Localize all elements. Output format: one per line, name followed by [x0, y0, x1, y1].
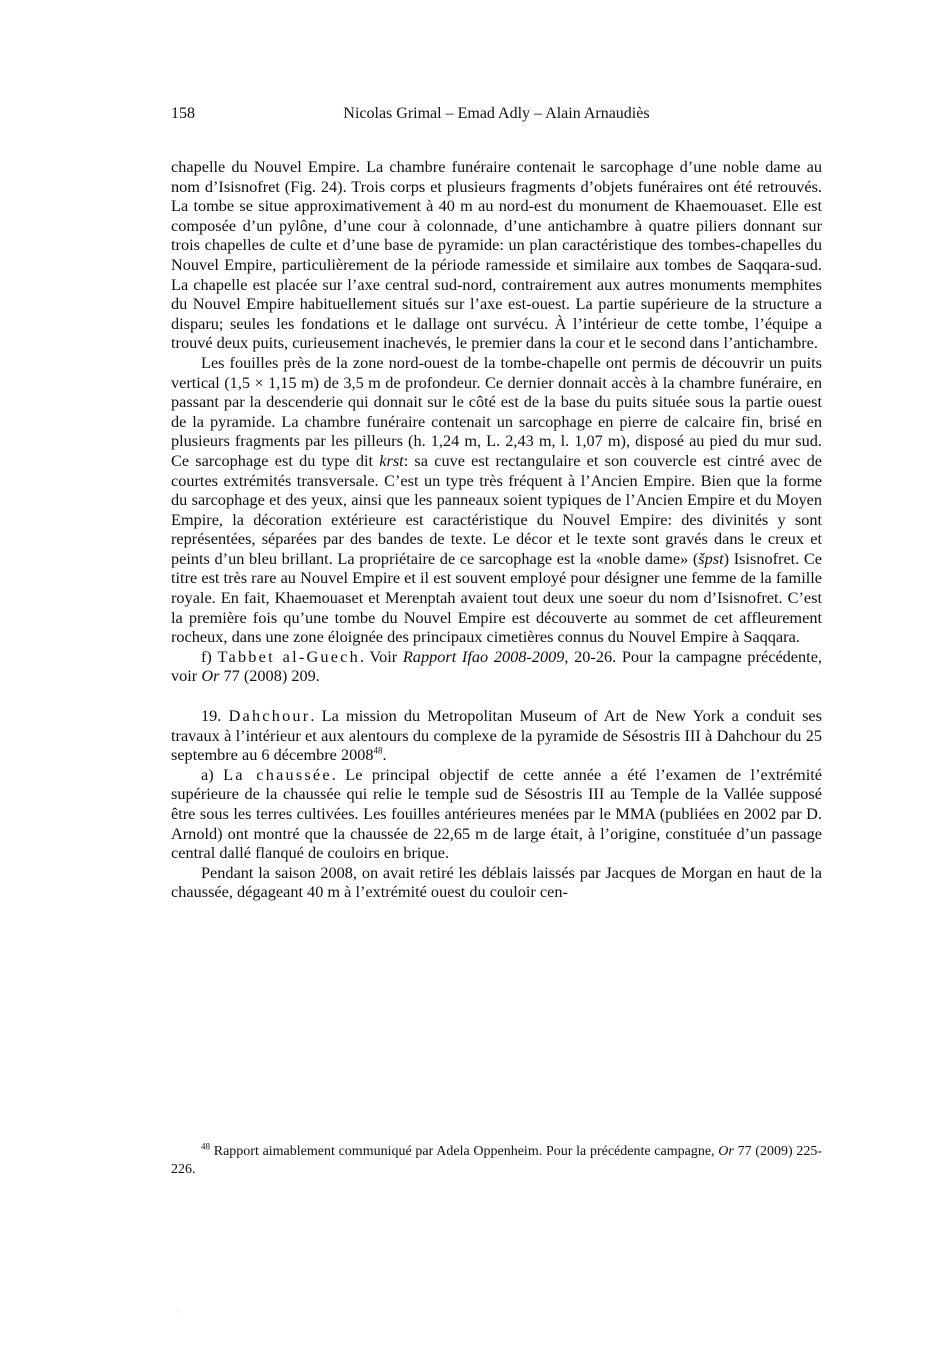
- paragraph: Pendant la saison 2008, on avait retiré les déblais laissés par Jacques de Morgan en haut de la chaussée, dégageant 40 m à l’extrémité ouest du couloir cen-: [171, 862, 822, 902]
- section-number: 19.: [201, 706, 222, 726]
- page-number: 158: [171, 105, 195, 122]
- subsection-heading: La chaussée: [223, 764, 332, 784]
- running-title: Nicolas Grimal – Emad Adly – Alain Arnaudiès: [343, 105, 650, 122]
- journal-abbrev: Or: [201, 666, 220, 686]
- paragraph: Les fouilles près de la zone nord-ouest de la tombe-chapelle ont permis de découvrir un puits vertical (1,5 × 1,15 m) de 3,5 m de profondeur. Ce dernier donnait accès à la chambre funéraire, en passant par la descenderie qui donnait sur le côté est de la base du puits située sous la partie ouest de la pyramide. La chambre funéraire contenait un sarcophage en pierre de calcaire fin, brisé en plusieurs fragments par les pilleurs (h. 1,24 m, L. 2,43 m, l. 1,07 m), disposé au pied du mur sud. Ce sarcophage est du type dit krst: sa cuve est rectangulaire et son couvercle est cintré avec de courtes extrémités transversale. C’est un type très fréquent à l’Ancien Empire. Bien que la forme du sarcophage et des yeux, ainsi que les panneaux soient typiques de l’Ancien Empire et du Moyen Empire, la décoration extérieure est caractéristique du Nouvel Empire: des divinités y sont représentées, séparées par des bandes de texte. Le décor et le texte sont gravés dans le creux et peints d’un bleu brillant. La propriétaire de ce sarcophage est la «noble dame» (špst) Isisnofret. Ce titre est très rare au Nouvel Empire et il est souvent employé pour désigner une femme de la famille royale. En fait, Khaemouaset et Merenptah avaient tout deux une soeur du nom d’Isisnofret. C’est la première fois qu’une tombe du Nouvel Empire est découverte au sommet de cet affleurement rocheux, dans une zone éloignée des principaux cimetières connus du Nouvel Empire à Saqqara.: [171, 352, 823, 647]
- term-spst: špst: [698, 548, 724, 568]
- paragraph-tabbet: f) Tabbet al-Guech. Voir Rapport Ifao 2008-2009, 20-26. Pour la campagne précédente, voir Or 77 (2008) 209.: [171, 646, 822, 686]
- main-text: [171, 157, 822, 902]
- term-krst: krst: [379, 450, 404, 470]
- paragraph: chapelle du Nouvel Empire. La chambre funéraire contenait le sarcophage d’une noble dame au nom d’Isisnofret (Fig. 24). Trois corps et plusieurs fragments d’objets funéraires ont été retrouvés. La tombe se situe approximativement à 40 m au nord-est du monument de Khaemouaset. Elle est composée d’un pylône, d’une cour à colonnade, d’une antichambre à quatre piliers donnant sur trois chapelles de culte et d’une base de pyramide: un plan caractéristique des tombes-chapelles du Nouvel Empire, particulièrement de la période ramesside et similaire aux tombes de Saqqara-sud. La chapelle est placée sur l’axe central sud-nord, contrairement aux autres monuments memphites du Nouvel Empire habituellement situés sur l’axe est-ouest. La partie supérieure de la structure a disparu; seules les fondations et le dallage ont survécu. À l’intérieur de cette tombe, l’équipe a trouvé deux puits, curieusement inachevés, le premier dans la cour et le second dans l’antichambre.: [171, 157, 822, 353]
- footnote-number: 48: [201, 1141, 210, 1152]
- site-name: Dahchour: [228, 706, 311, 726]
- footnote-ref: 48: [373, 745, 383, 756]
- footnotes: [171, 1143, 822, 1178]
- section-dahchour: 19. Dahchour. La mission du Metropolitan Museum of Art de New York a conduit ses travaux à l’intérieur et aux alentours du complexe de la pyramide de Sésostris III à Dahchour du 25 septembre au 6 décembre 2008$^{48}$.: [171, 706, 822, 765]
- scan-mark: ·: [176, 1308, 179, 1317]
- reference-title: Rapport Ifao 2008-2009: [402, 646, 565, 666]
- paragraph-chaussee: a) La chaussée. Le principal objectif de cette année a été l’examen de l’extrémité supérieure de la chaussée qui relie le temple sud de Sésostris III au Temple de la Vallée supposé être sous les terres cultivées. Les fouilles antérieures menées par le MMA (publiées en 2002 par D. Arnold) ont montré que la chaussée de 22,65 m de large était, à l’origine, constituée d’un passage central dallé flanqué de couloirs en brique.: [171, 764, 822, 863]
- page-header: [171, 105, 822, 129]
- journal-abbrev: Or: [718, 1144, 734, 1159]
- footnote: $^{48}$ Rapport aimablement communiqué par Adela Oppenheim. Pour la précédente campagne, Or 77 (2009) 225-226.: [171, 1141, 823, 1177]
- site-name: Tabbet al-Guech: [217, 646, 360, 666]
